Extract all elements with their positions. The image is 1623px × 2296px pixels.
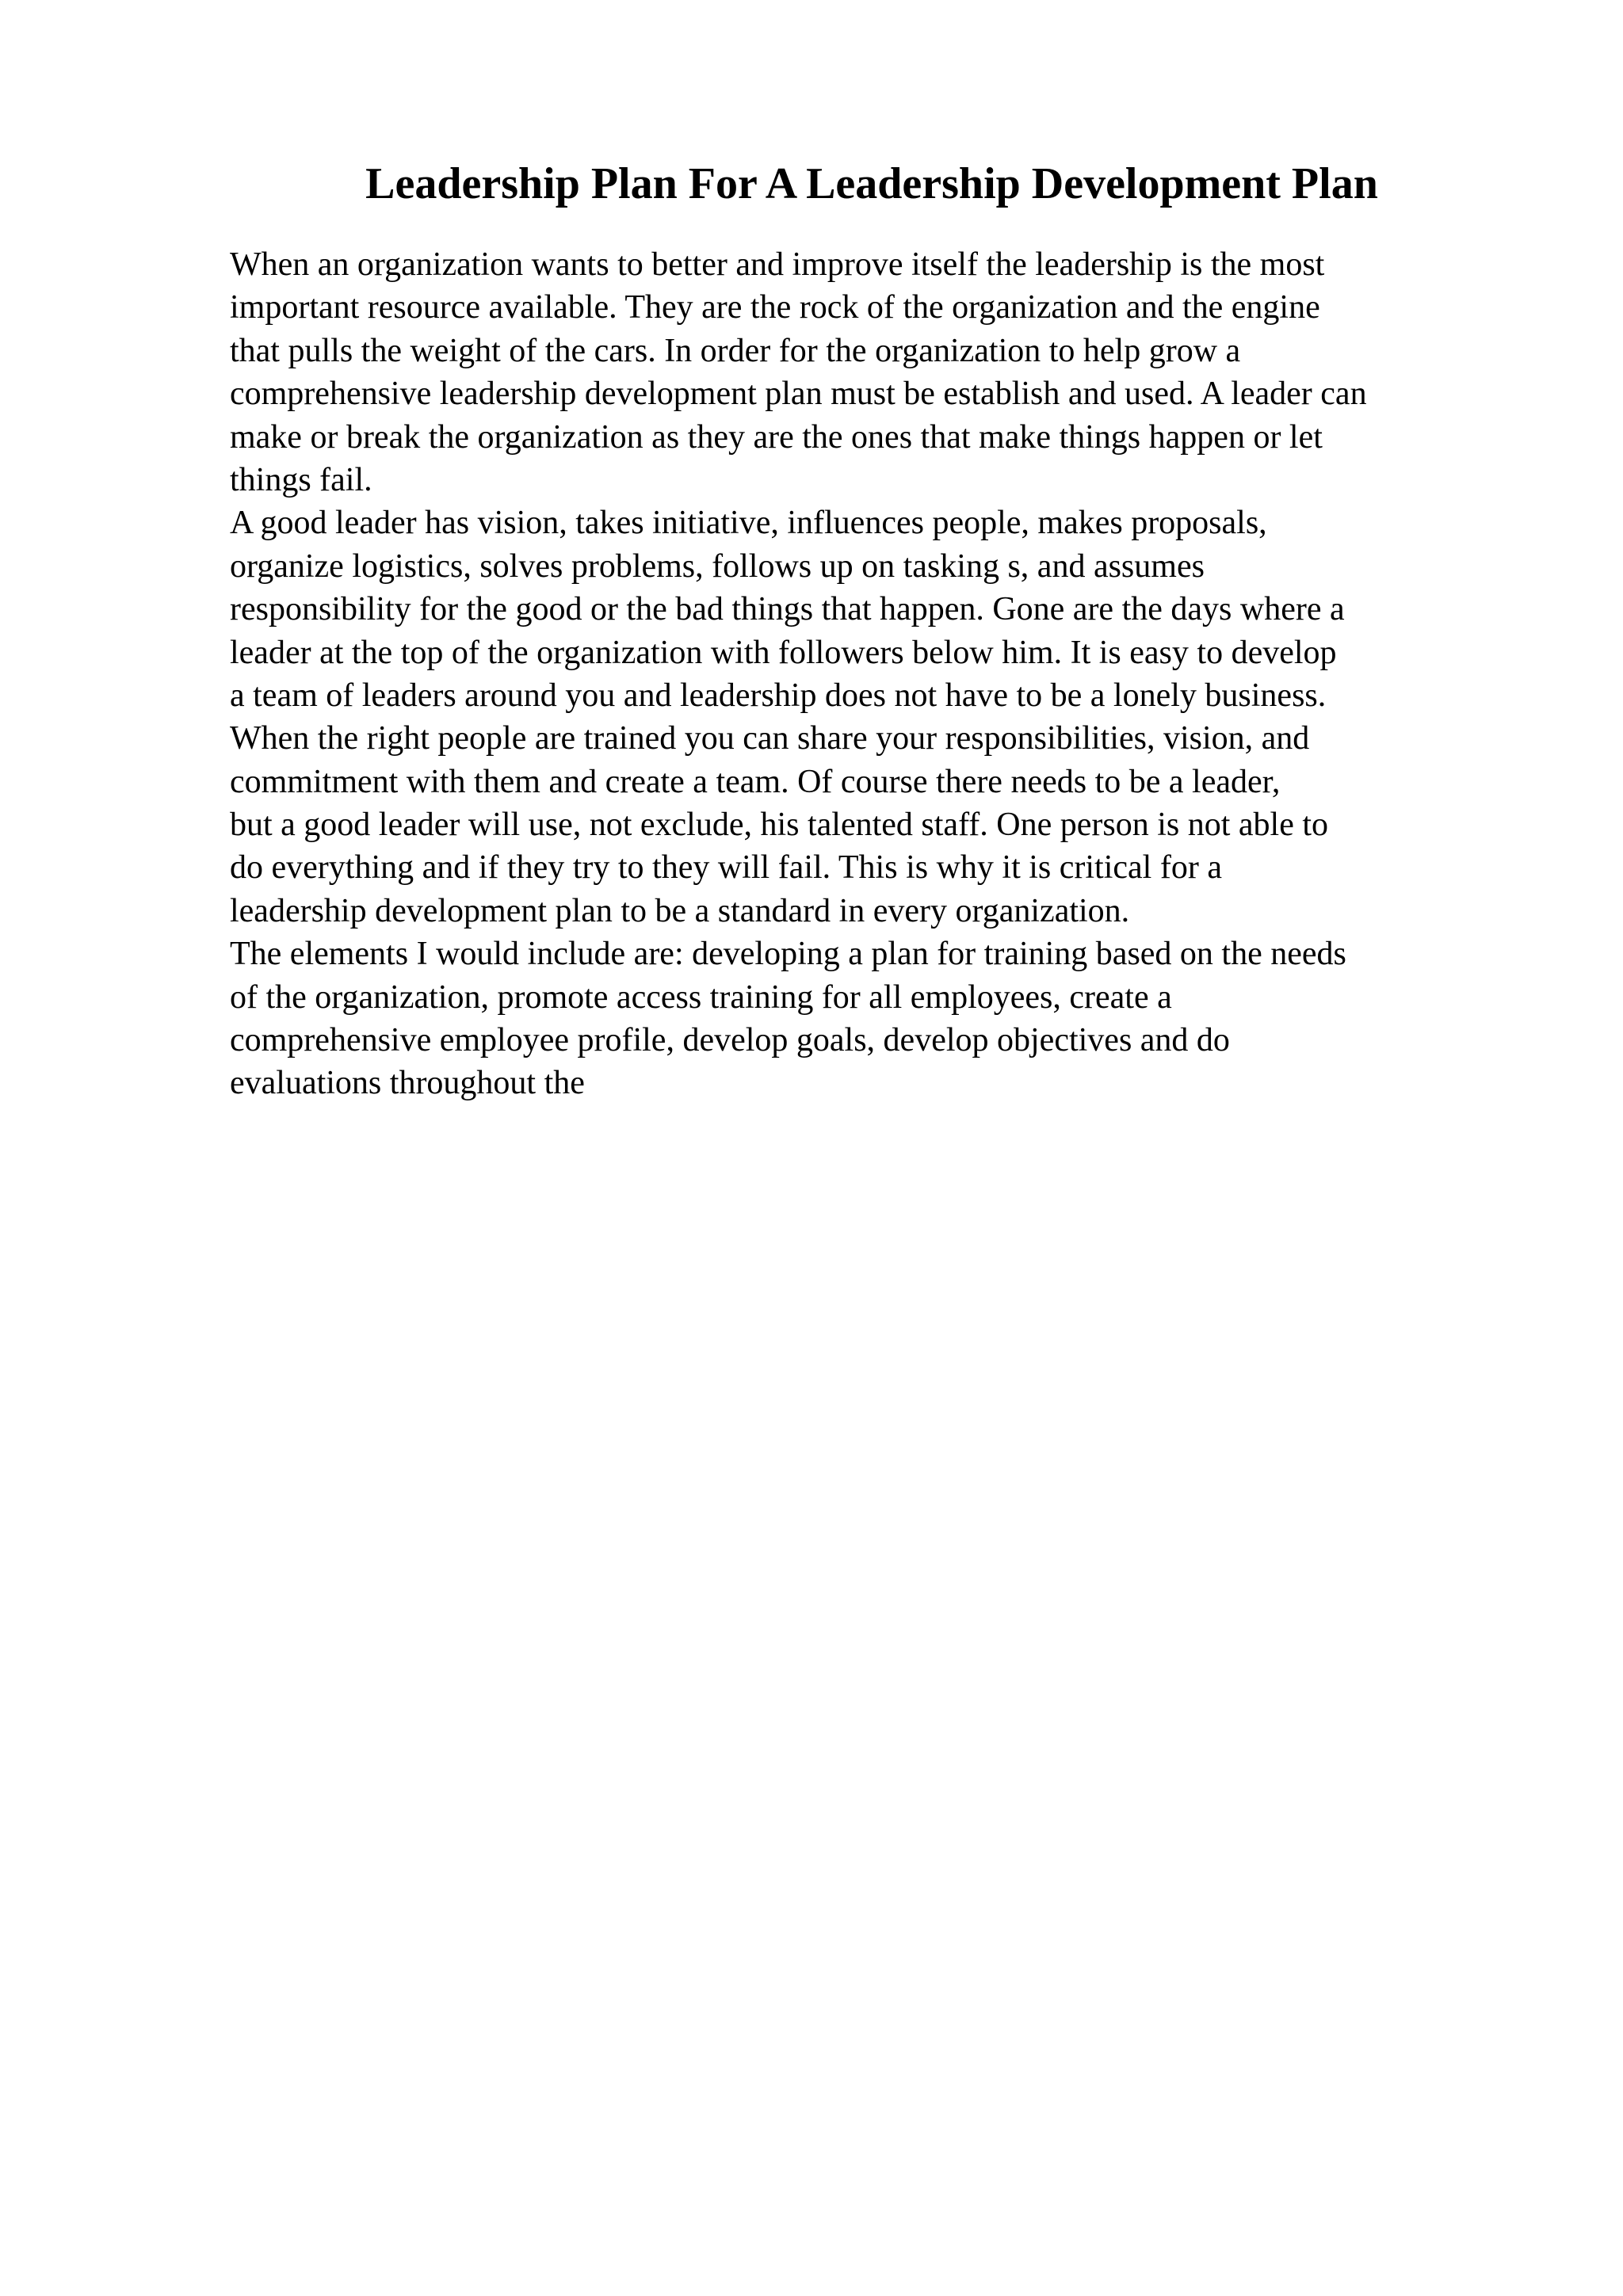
body-line: organize logistics, solves problems, follows up on tasking s, and assumes: [230, 547, 1205, 585]
body-line: important resource available. They are the rock of the organization and the engine: [230, 289, 1320, 326]
document-body: [230, 243, 1545, 1105]
body-line: The elements I would include are: developing a plan for training based on the needs: [230, 936, 1346, 973]
body-line: evaluations throughout the: [230, 1065, 585, 1102]
body-line: leader at the top of the organization with followers below him. It is easy to develop: [230, 634, 1337, 671]
body-line: but a good leader will use, not exclude, his talented staff. One person is not able to: [230, 807, 1329, 844]
body-line: When an organization wants to better and improve itself the leadership is the most: [230, 246, 1325, 283]
body-line: make or break the organization as they are the ones that make things happen or let: [230, 418, 1323, 456]
body-line: When the right people are trained you can share your responsibilities, vision, and: [230, 720, 1310, 757]
body-line: comprehensive leadership development plan must be establish and used. A leader can: [230, 376, 1367, 413]
body-line: that pulls the weight of the cars. In order for the organization to help grow a: [230, 332, 1241, 369]
body-line: responsibility for the good or the bad things that happen. Gone are the days where a: [230, 591, 1345, 628]
body-line: things fail.: [230, 461, 372, 498]
body-line: A good leader has vision, takes initiative, influences people, makes proposals,: [230, 505, 1267, 542]
body-line: of the organization, promote access training for all employees, create a: [230, 978, 1172, 1016]
body-line: comprehensive employee profile, develop goals, develop objectives and do: [230, 1022, 1230, 1059]
body-line: do everything and if they try to they will fail. This is why it is critical for a: [230, 849, 1222, 887]
document-title: Leadership Plan For A Leadership Development Plan: [365, 159, 1378, 208]
body-line: commitment with them and create a team. Of course there needs to be a leader,: [230, 763, 1281, 800]
body-line: a team of leaders around you and leadership does not have to be a lonely business.: [230, 677, 1327, 714]
body-line: leadership development plan to be a standard in every organization.: [230, 892, 1130, 929]
